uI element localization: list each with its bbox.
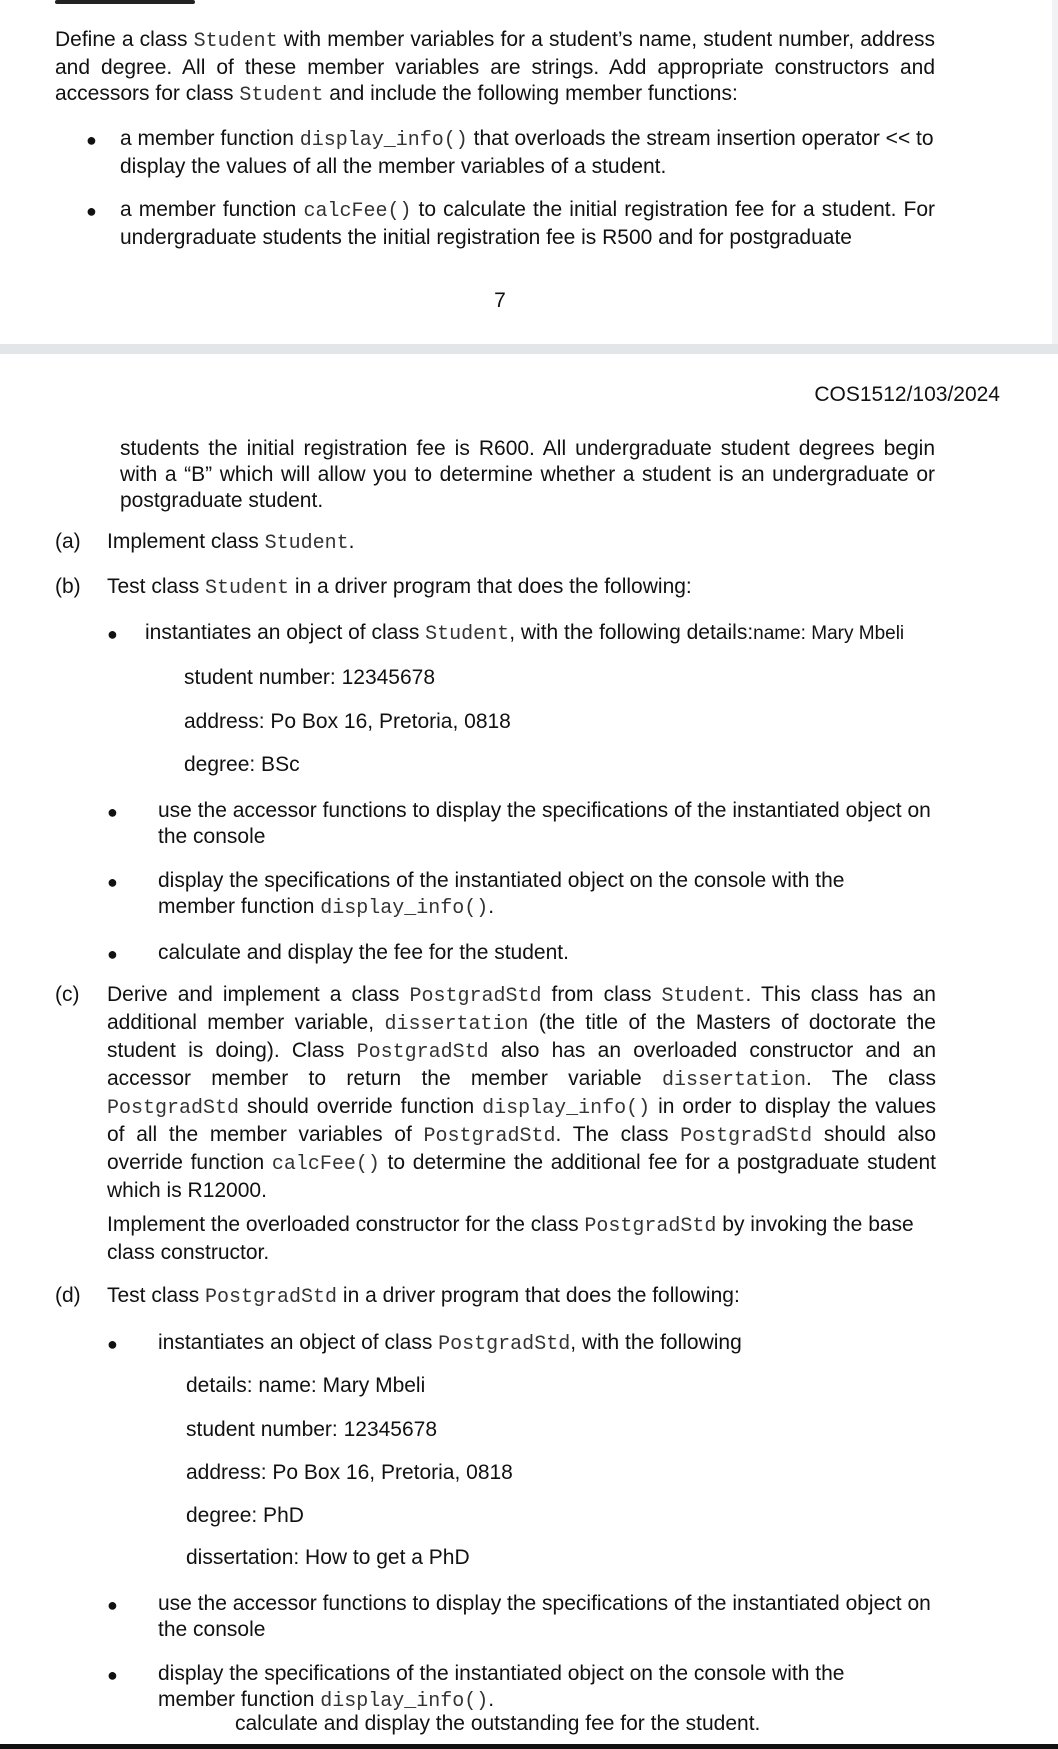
part-b-fee: calculate and display the fee for the student. (158, 941, 569, 964)
part-c-label: (c) (55, 983, 80, 1006)
part-b-detail-address: address: Po Box 16, Pretoria, 0818 (184, 710, 511, 733)
part-c-constructor: Implement the overloaded constructor for the class PostgradStd by invoking the base class constructor. (107, 1213, 914, 1264)
part-a-text: Implement class Student. (107, 530, 355, 555)
part-d-instantiate: instantiates an object of class PostgradStd, with the following (158, 1331, 742, 1356)
bullet-calcfee: a member function calcFee() to calculate the initial registration fee for a student. For undergraduate students the initial registration fee is R500 and for postgraduate (120, 198, 935, 249)
part-d-detail-number: student number: 12345678 (186, 1418, 438, 1441)
bullet-icon: ● (107, 1665, 118, 1685)
part-b-text: Test class Student in a driver program that does the following: (107, 575, 692, 600)
part-a-label: (a) (55, 530, 81, 553)
part-d-text: Test class PostgradStd in a driver program that does the following: (107, 1284, 740, 1309)
part-c-paragraph: Derive and implement a class PostgradStd from class Student. This class has an additional member variable, dissertation (the title of the Masters of doctorate the student is doing). Class PostgradStd also has an overloaded constructor and an accessor member to return the member variable dissertation. The class PostgradStd should override function display_info() in order to display the values of all the member variables of PostgradStd. The class PostgradStd should also override function calcFee() to determine the additional fee for a postgraduate student which is R12000. (107, 983, 937, 1202)
part-d-fee: calculate and display the outstanding fee for the student. (235, 1712, 761, 1735)
intro-paragraph: Define a class Student with member variables for a student’s name, student number, address and degree. All of these member variables are strings. Add appropriate constructors and accessors for class Student and include the following member functions: (55, 28, 935, 107)
page-separator (0, 344, 1058, 354)
bullet-icon: ● (107, 944, 118, 964)
bullet-icon: ● (86, 201, 97, 221)
page-number: 7 (494, 289, 506, 312)
part-b-label: (b) (55, 575, 81, 598)
bullet-icon: ● (107, 1595, 118, 1615)
page-edge (1052, 0, 1058, 344)
part-d-detail-dissertation: dissertation: How to get a PhD (186, 1546, 470, 1569)
part-b-display: display the specifications of the instantiated object on the console with the member function display_info(). (158, 869, 845, 920)
part-b-detail-degree: degree: BSc (184, 753, 300, 776)
page-header: COS1512/103/2024 (814, 383, 1000, 406)
bullet-icon: ● (107, 802, 118, 822)
part-b-accessor: use the accessor functions to display the specifications of the instantiated object on the console (158, 799, 931, 848)
part-d-label: (d) (55, 1284, 81, 1307)
part-d-accessor: use the accessor functions to display the specifications of the instantiated object on the console (158, 1592, 931, 1641)
bullet-icon: ● (107, 872, 118, 892)
part-b-detail-number: student number: 12345678 (184, 666, 436, 689)
bullet-icon: ● (107, 624, 118, 644)
part-d-detail-degree: degree: PhD (186, 1504, 304, 1527)
bullet-icon: ● (107, 1334, 118, 1354)
part-d-detail-name: details: name: Mary Mbeli (186, 1374, 426, 1397)
part-d-detail-address: address: Po Box 16, Pretoria, 0818 (186, 1461, 513, 1484)
part-b-instantiate: instantiates an object of class Student, with the following details:name: Mary Mbeli (145, 621, 905, 646)
bottom-rule (0, 1744, 1058, 1749)
bullet-display-info: a member function display_info() that overloads the stream insertion operator << to display the values of all the member variables of a student. (120, 127, 934, 178)
cropped-heading-fragment (0, 0, 150, 6)
continuation-paragraph: students the initial registration fee is R600. All undergraduate student degrees begin with a “B” which will allow you to determine whether a student is an undergraduate or postgraduate student. (120, 437, 935, 512)
bullet-icon: ● (86, 130, 97, 150)
part-d-display: display the specifications of the instantiated object on the console with the member function display_info(). (158, 1662, 845, 1713)
